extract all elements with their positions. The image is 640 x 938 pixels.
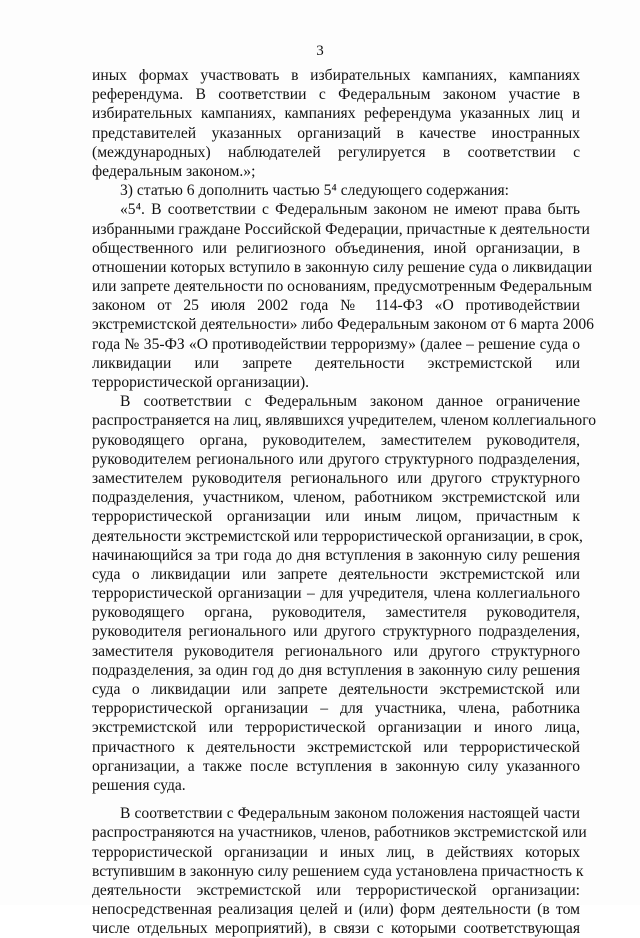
text-line: В соответствии с Федеральным законом данное ограничение	[120, 393, 580, 411]
text-line: подразделения, за один год до дня вступления в законную силу решения	[92, 661, 580, 679]
paragraph-gap	[92, 795, 580, 804]
text-line: (международных) наблюдателей регулируется в соответствии с	[92, 143, 580, 161]
text-line: законом от 25 июля 2002 года № 114-ФЗ «О противодействии	[92, 297, 580, 315]
paragraph-article-6-amendment	[92, 181, 594, 392]
text-line: представителей указанных организаций в качестве иностранных	[92, 124, 580, 142]
paragraph-participants-scope	[92, 804, 587, 938]
text-line: террористической организации или иным лицом, причастным к	[92, 508, 580, 526]
text-line: подразделения, участником, членом, работником экстремистской или	[92, 489, 580, 507]
text-line: террористической организации – для учредителя, члена коллегиального	[92, 585, 580, 603]
text-line: года № 35-ФЗ «О противодействии терроризму» (далее – решение суда о	[92, 335, 580, 353]
text-line: начинающийся за три года до дня вступления в законную силу решения	[92, 546, 580, 564]
text-line: руководящего органа, руководителя, заместителя руководителя,	[92, 604, 580, 622]
text-line: заместителя руководителя регионального или другого структурного	[92, 642, 580, 660]
text-line: деятельности экстремистской или террористической организации, в срок,	[92, 527, 583, 545]
text-line: избирательных кампаниях, кампаниях референдума указанных лиц и	[92, 105, 580, 123]
text-line: руководящего органа, руководителем, заместителем руководителя,	[92, 431, 580, 449]
text-line: ликвидации или запрете деятельности экстремистской или	[92, 354, 580, 372]
text-line: В соответствии с Федеральным законом положения настоящей части	[120, 805, 580, 823]
text-line: террористической организации – для участника, члена, работника	[92, 700, 580, 718]
text-line: отношении которых вступило в законную силу решение суда о ликвидации	[92, 258, 593, 276]
text-line: причастного к деятельности экстремистской или террористической	[92, 738, 580, 756]
text-line: решения суда.	[92, 776, 186, 794]
text-line: иных формах участвовать в избирательных кампаниях, кампаниях	[92, 67, 580, 84]
text-line: вступившим в законную силу решением суда установлена причастность к	[92, 862, 584, 880]
text-line: или запрете деятельности по основаниям, предусмотренным Федеральным	[92, 278, 592, 296]
text-line: числе отдельных мероприятий), в связи с которыми соответствующая	[92, 920, 580, 938]
text-line: суда о ликвидации или запрете деятельности экстремистской или	[92, 565, 580, 583]
paragraph-continuation	[92, 66, 580, 181]
page-number: 3	[316, 43, 324, 59]
text-line: избранными граждане Российской Федерации, причастные к деятельности	[92, 220, 590, 238]
text-line: руководителя регионального или другого структурного подразделения,	[92, 623, 580, 641]
text-line: референдума. В соответствии с Федеральным законом участие в	[92, 86, 580, 104]
text-line: суда о ликвидации или запрете деятельности экстремистской или	[92, 681, 580, 698]
paragraph-restriction-scope	[92, 392, 597, 795]
text-line: федеральным законом.»;	[92, 162, 256, 180]
text-line: террористической организации и иных лиц, в действиях которых	[92, 843, 580, 861]
text-line: экстремистской или террористической организации и иного лица,	[92, 719, 580, 737]
text-line: распространяются на участников, членов, работников экстремистской или	[92, 824, 587, 842]
text-line: непосредственная реализация целей и (или) форм деятельности (в том	[92, 901, 580, 919]
text-line: распространяется на лиц, являвшихся учредителем, членом коллегиального	[92, 412, 597, 430]
document-body	[92, 66, 597, 938]
text-line: заместителем руководителя регионального или другого структурного	[92, 469, 580, 487]
text-line: «5⁴. В соответствии с Федеральным законом не имеют права быть	[120, 201, 580, 219]
text-line: руководителем регионального или другого структурного подразделения,	[92, 450, 580, 468]
text-line: террористической организации).	[92, 374, 310, 391]
text-line: организации, а также после вступления в законную силу указанного	[92, 757, 580, 775]
text-line: экстремистской деятельности» либо Федеральным законом от 6 марта 2006	[92, 316, 594, 334]
text-line: 3) статью 6 дополнить частью 5⁴ следующего содержания:	[120, 182, 509, 200]
text-line: общественного или религиозного объединения, иной организации, в	[92, 239, 580, 257]
text-line: деятельности экстремистской или террористической организации:	[92, 881, 580, 899]
